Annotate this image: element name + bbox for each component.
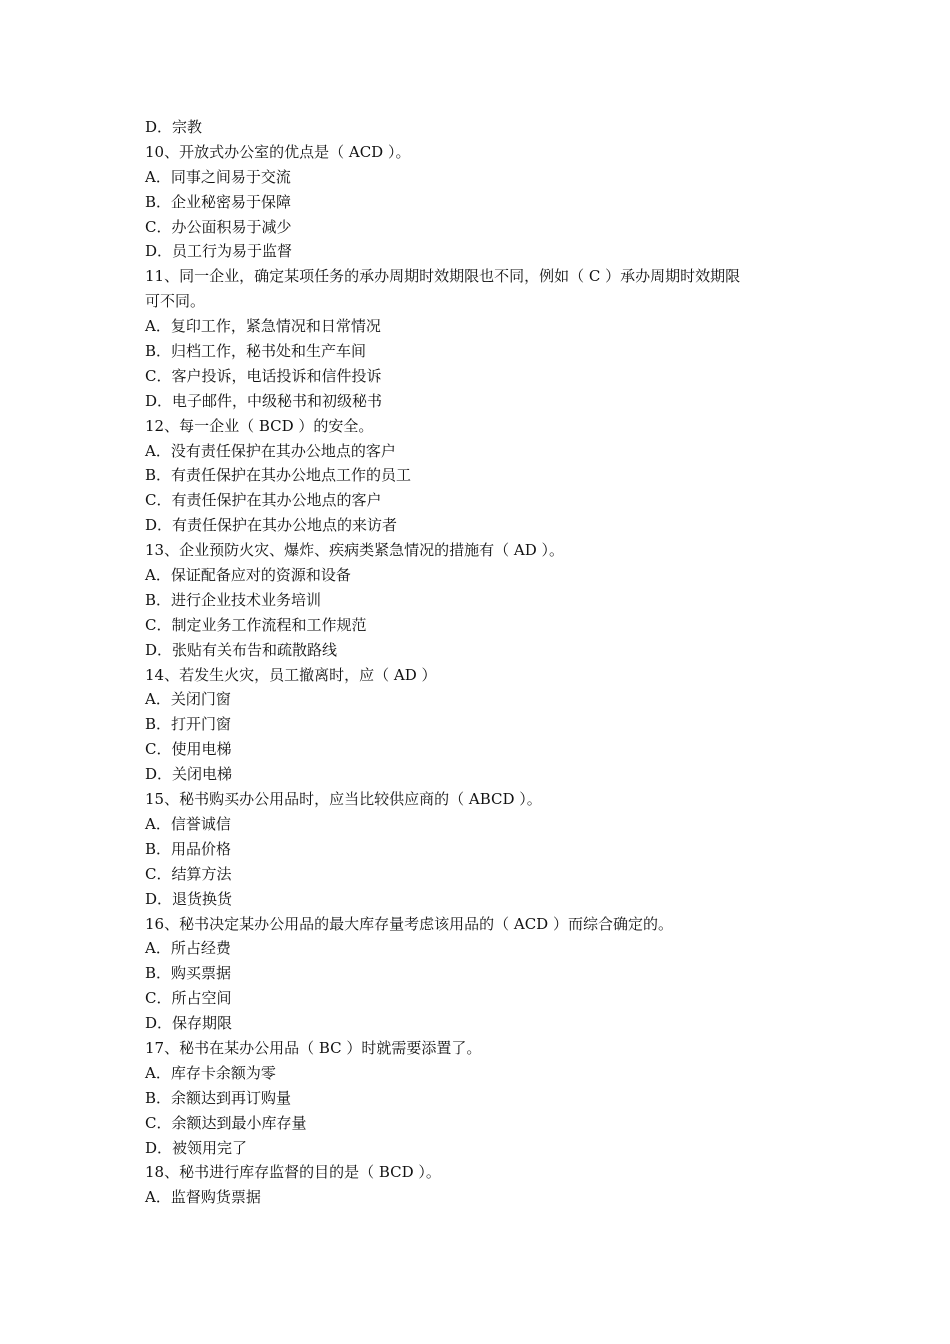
option-line: D．员工行为易于监督 — [145, 242, 293, 261]
option-line: B．进行企业技术业务培训 — [145, 590, 322, 609]
question-line: 13、企业预防火灾、爆炸、疾病类紧急情况的措施有（ AD ）。 — [145, 541, 564, 560]
option-line: D．宗教 — [145, 118, 203, 136]
option-line: A．复印工作，紧急情况和日常情况 — [145, 317, 381, 336]
question-line: 10、开放式办公室的优点是（ ACD ）。 — [145, 142, 411, 161]
option-line: A．监督购货票据 — [145, 1188, 261, 1207]
question-line: 12、每一企业（ BCD ）的安全。 — [145, 416, 374, 435]
option-line: D．保存期限 — [145, 1014, 233, 1033]
document-body — [145, 115, 815, 1210]
option-line: B．用品价格 — [145, 839, 232, 858]
question-line: 11、同一企业，确定某项任务的承办周期时效期限也不同，例如（ C ）承办周期时效期限 — [145, 267, 741, 286]
option-line: A．信誉诚信 — [145, 814, 231, 833]
option-line: B．有责任保护在其办公地点工作的员工 — [145, 466, 412, 485]
question-line: 18、秘书进行库存监督的目的是（ BCD ）。 — [145, 1163, 441, 1182]
option-line: A．库存卡余额为零 — [145, 1063, 276, 1082]
option-line: A．没有责任保护在其办公地点的客户 — [145, 441, 396, 460]
option-line: D．有责任保护在其办公地点的来访者 — [145, 516, 398, 535]
option-line: A．所占经费 — [145, 939, 231, 958]
option-line: C．制定业务工作流程和工作规范 — [145, 615, 367, 634]
option-line: B．打开门窗 — [145, 715, 232, 734]
option-line: D．关闭电梯 — [145, 765, 233, 784]
option-line: B．企业秘密易于保障 — [145, 192, 292, 211]
option-line: D．张贴有关布告和疏散路线 — [145, 640, 338, 659]
option-line: C．有责任保护在其办公地点的客户 — [145, 491, 382, 510]
option-line: D．退货换货 — [145, 889, 233, 908]
option-line: C．使用电梯 — [145, 740, 232, 759]
question-line: 16、秘书决定某办公用品的最大库存量考虑该用品的（ ACD ）而综合确定的。 — [145, 914, 673, 933]
option-line: C．客户投诉，电话投诉和信件投诉 — [145, 366, 382, 385]
option-line: C．结算方法 — [145, 864, 232, 883]
question-line: 15、秘书购买办公用品时，应当比较供应商的（ ABCD ）。 — [145, 790, 542, 809]
option-line: C．余额达到最小库存量 — [145, 1113, 307, 1132]
question-line: 14、若发生火灾，员工撤离时，应（ AD ） — [145, 665, 437, 684]
option-line: B．归档工作，秘书处和生产车间 — [145, 342, 367, 361]
option-line: C．办公面积易于减少 — [145, 217, 292, 236]
option-line: B．购买票据 — [145, 964, 232, 983]
option-line: B．余额达到再订购量 — [145, 1088, 292, 1107]
option-line: C．所占空间 — [145, 989, 232, 1008]
option-line: D．被领用完了 — [145, 1138, 248, 1157]
option-line: A．同事之间易于交流 — [145, 167, 291, 186]
option-line: D．电子邮件，中级秘书和初级秘书 — [145, 391, 383, 410]
option-line: A．保证配备应对的资源和设备 — [145, 566, 351, 585]
option-line: A．关闭门窗 — [145, 690, 231, 709]
question-line: 17、秘书在某办公用品（ BC ）时就需要添置了。 — [145, 1038, 482, 1057]
question-line-continued: 可不同。 — [145, 292, 206, 311]
